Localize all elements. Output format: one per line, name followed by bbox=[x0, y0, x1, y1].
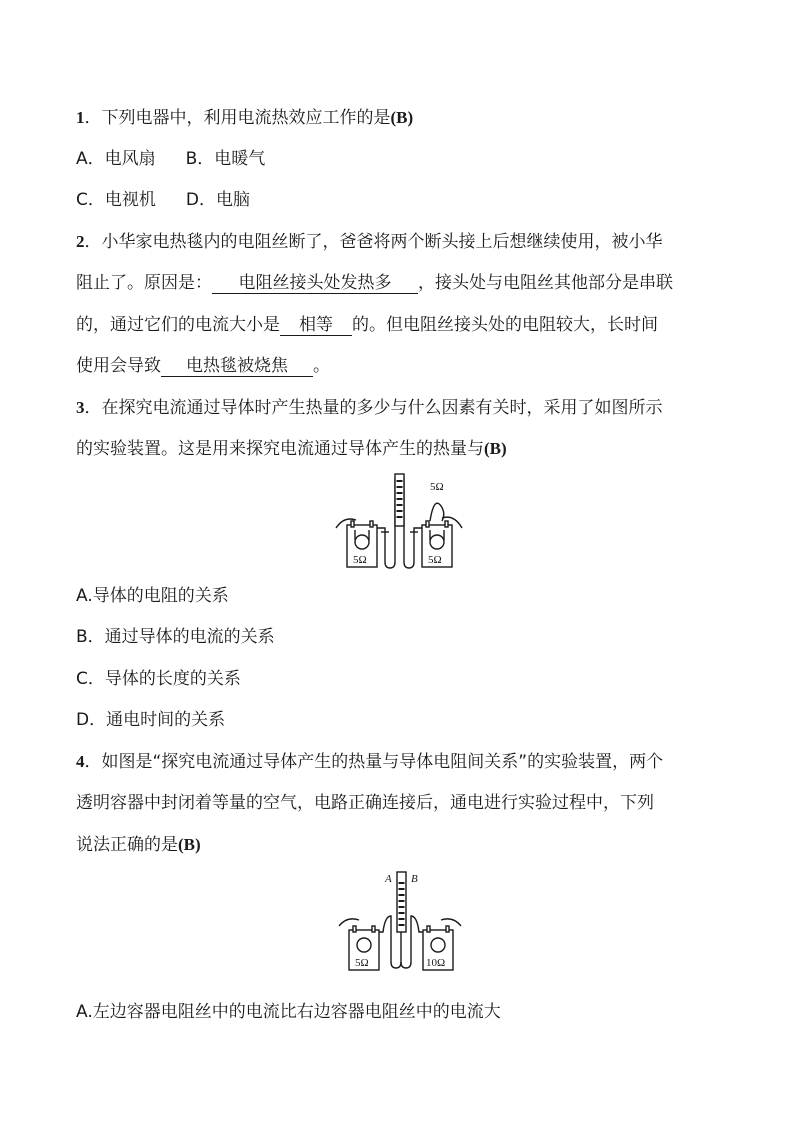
q1-stem bbox=[76, 108, 413, 128]
q1-options-row2 bbox=[76, 190, 250, 210]
q3-number: 3 bbox=[76, 398, 85, 417]
q4-line1 bbox=[76, 752, 663, 772]
q4-fig-label-b: B bbox=[411, 873, 418, 885]
q4-text-1: ．如图是“探究电流通过导体产生的热量与导体电阻间关系”的实验装置，两个 bbox=[84, 752, 664, 772]
q1-option-c: C．电视机 bbox=[76, 190, 156, 210]
q3-text-1: ．在探究电流通过导体时产生热量的多少与什么因素有关时，采用了如图所示 bbox=[84, 398, 663, 418]
q1-option-a: A．电风扇 bbox=[76, 149, 156, 169]
q3-option-c: C．导体的长度的关系 bbox=[76, 669, 241, 689]
q4-option-a: A.左边容器电阻丝中的电流比右边容器电阻丝中的电流大 bbox=[76, 1002, 501, 1022]
q2-blank-3: 电热毯被烧焦 bbox=[161, 356, 313, 377]
q4-text-3: 说法正确的是 bbox=[76, 835, 178, 855]
q4-answer: (B) bbox=[178, 835, 201, 854]
q2-text-4a: 使用会导致 bbox=[76, 356, 161, 376]
q4-fig-left-resistor-label: 5Ω bbox=[355, 957, 369, 969]
q3-option-a: A.导体的电阻的关系 bbox=[76, 586, 229, 606]
q2-line1 bbox=[76, 232, 663, 252]
q2-blank-2: 相等 bbox=[280, 315, 352, 336]
q3-line1 bbox=[76, 398, 663, 418]
q4-line3 bbox=[76, 835, 201, 855]
q2-line2 bbox=[76, 273, 673, 294]
q1-text: ．下列电器中，利用电流热效应工作的是 bbox=[84, 108, 391, 128]
q4-fig-right-resistor-label: 10Ω bbox=[426, 957, 446, 969]
q3-apparatus-figure bbox=[330, 470, 470, 575]
q2-text-2a: 阻止了。原因是： bbox=[76, 273, 212, 293]
q2-text-3b: 的。但电阻丝接头处的电阻较大，长时间 bbox=[352, 315, 658, 335]
q4-fig-label-a: A bbox=[385, 873, 392, 885]
q2-blank-1: 电阻丝接头处发热多 bbox=[212, 273, 418, 294]
q1-option-b: B．电暖气 bbox=[185, 149, 266, 169]
q1-answer: (B) bbox=[390, 108, 414, 127]
q4-apparatus-figure bbox=[335, 868, 465, 976]
q2-line4 bbox=[76, 356, 330, 377]
q4-line2 bbox=[76, 793, 654, 813]
q3-text-2: 的实验装置。这是用来探究电流通过导体产生的热量与 bbox=[76, 439, 484, 459]
q4-number: 4 bbox=[76, 752, 85, 771]
q1-options-row1 bbox=[76, 149, 265, 169]
q4-text-2: 透明容器中封闭着等量的空气，电路正确连接后，通电进行实验过程中，下列 bbox=[76, 793, 654, 813]
q3-fig-right-resistor-label: 5Ω bbox=[428, 554, 442, 566]
q2-text-1: ．小华家电热毯内的电阻丝断了，爸爸将两个断头接上后想继续使用，被小华 bbox=[84, 232, 663, 252]
q3-option-d: D．通电时间的关系 bbox=[76, 710, 226, 730]
q2-number: 2 bbox=[76, 232, 85, 251]
q2-text-3a: 的，通过它们的电流大小是 bbox=[76, 315, 280, 335]
q3-fig-left-resistor-label: 5Ω bbox=[353, 554, 367, 566]
q3-answer: (B) bbox=[484, 439, 507, 458]
q1-number: 1 bbox=[76, 108, 85, 127]
q2-text-4b: 。 bbox=[313, 356, 330, 376]
q1-option-d: D．电脑 bbox=[185, 190, 250, 210]
q3-line2 bbox=[76, 439, 507, 459]
q3-option-b: B．通过导体的电流的关系 bbox=[76, 627, 275, 647]
q3-fig-top-resistor-label: 5Ω bbox=[430, 481, 444, 493]
q2-text-2b: ，接头处与电阻丝其他部分是串联 bbox=[418, 273, 673, 293]
q2-line3 bbox=[76, 315, 658, 336]
